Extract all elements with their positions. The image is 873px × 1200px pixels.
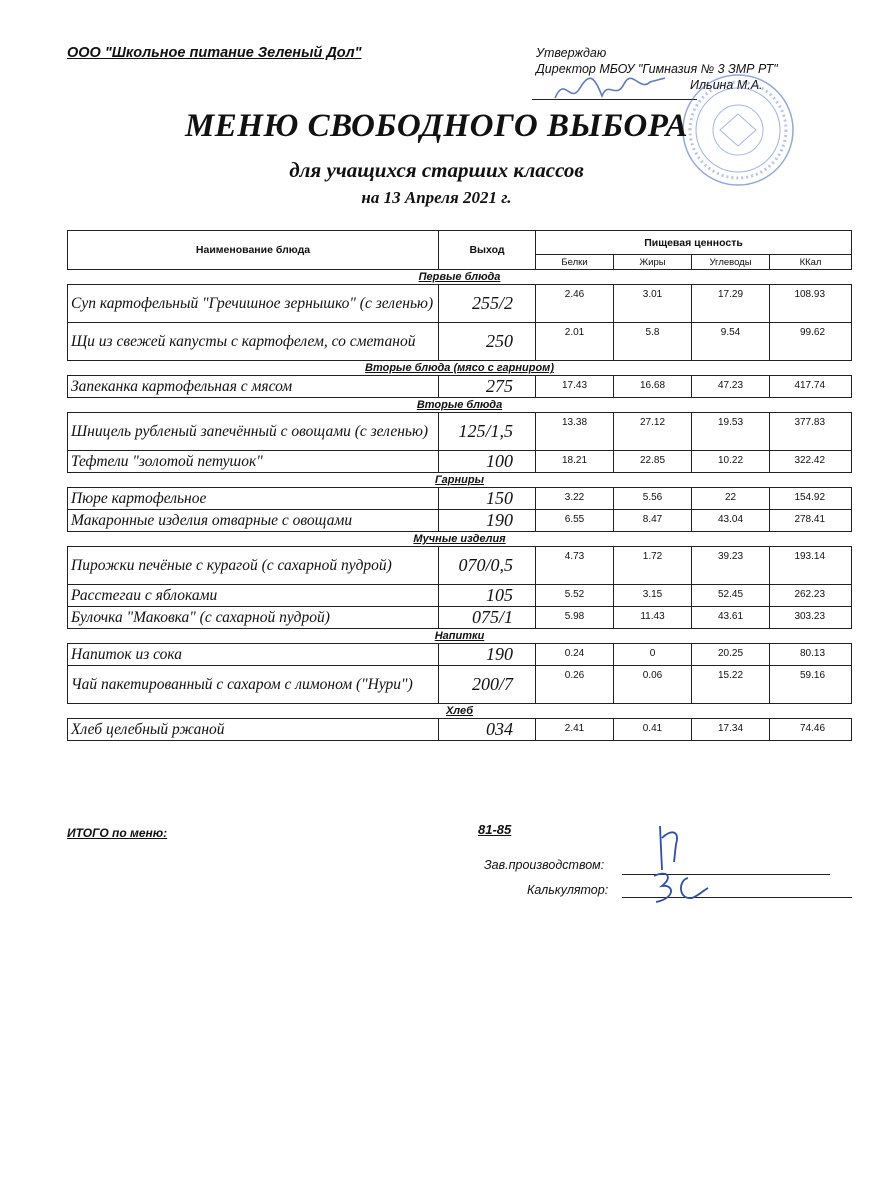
table-row — [68, 323, 852, 361]
approval-director-name: Ильина М.А. — [690, 78, 763, 92]
table-row — [68, 413, 852, 451]
dish-protein: 4.73 — [536, 547, 614, 585]
dish-fat: 0.06 — [614, 666, 692, 704]
dish-kcal: 154.92 — [770, 488, 852, 510]
dish-carbs: 52.45 — [692, 585, 770, 607]
dish-kcal: 278.41 — [770, 510, 852, 532]
dish-protein: 18.21 — [536, 451, 614, 473]
calculator-label: Калькулятор: — [527, 883, 609, 897]
dish-output: 075/1 — [439, 607, 536, 629]
dish-kcal: 322.42 — [770, 451, 852, 473]
total-value: 81-85 — [478, 822, 512, 837]
dish-output: 105 — [439, 585, 536, 607]
header-dish-name: Наименование блюда — [68, 231, 439, 270]
dish-fat: 16.68 — [614, 376, 692, 398]
dish-name: Чай пакетированный с сахаром с лимоном ("Нури") — [68, 666, 439, 704]
table-row — [68, 644, 852, 666]
dish-output: 100 — [439, 451, 536, 473]
menu-table — [67, 230, 852, 741]
dish-protein: 3.22 — [536, 488, 614, 510]
dish-carbs: 43.04 — [692, 510, 770, 532]
table-row — [68, 285, 852, 323]
dish-fat: 5.8 — [614, 323, 692, 361]
section-title: Вторые блюда (мясо с гарниром) — [68, 361, 852, 376]
dish-output: 200/7 — [439, 666, 536, 704]
dish-kcal: 99.62 — [770, 323, 852, 361]
dish-kcal: 417.74 — [770, 376, 852, 398]
dish-carbs: 39.23 — [692, 547, 770, 585]
table-row — [68, 488, 852, 510]
dish-fat: 0 — [614, 644, 692, 666]
dish-name: Запеканка картофельная с мясом — [68, 376, 439, 398]
dish-output: 125/1,5 — [439, 413, 536, 451]
dish-protein: 13.38 — [536, 413, 614, 451]
dish-carbs: 47.23 — [692, 376, 770, 398]
dish-kcal: 108.93 — [770, 285, 852, 323]
page-subtitle: для учащихся старших классов — [289, 158, 584, 182]
dish-carbs: 15.22 — [692, 666, 770, 704]
dish-kcal: 262.23 — [770, 585, 852, 607]
dish-kcal: 303.23 — [770, 607, 852, 629]
table-row — [68, 510, 852, 532]
director-signature — [550, 70, 670, 110]
header-nutrition: Пищевая ценность — [536, 231, 852, 255]
dish-output: 190 — [439, 644, 536, 666]
table-row — [68, 666, 852, 704]
dish-output: 190 — [439, 510, 536, 532]
dish-kcal: 74.46 — [770, 719, 852, 741]
dish-name: Макаронные изделия отварные с овощами — [68, 510, 439, 532]
dish-fat: 5.56 — [614, 488, 692, 510]
table-row — [68, 719, 852, 741]
table-row — [68, 451, 852, 473]
calculator-signature — [648, 868, 718, 908]
approval-position: Директор МБОУ "Гимназия № 3 ЗМР РТ" — [536, 62, 778, 76]
dish-fat: 8.47 — [614, 510, 692, 532]
production-label: Зав.производством: — [484, 858, 605, 872]
dish-kcal: 80.13 — [770, 644, 852, 666]
dish-fat: 22.85 — [614, 451, 692, 473]
menu-date: на 13 Апреля 2021 г. — [361, 188, 512, 207]
table-row — [68, 607, 852, 629]
dish-carbs: 9.54 — [692, 323, 770, 361]
dish-name: Суп картофельный "Гречишное зернышко" (с зеленью) — [68, 285, 439, 323]
dish-carbs: 17.34 — [692, 719, 770, 741]
section-title: Первые блюда — [68, 270, 852, 285]
table-row — [68, 585, 852, 607]
dish-protein: 5.52 — [536, 585, 614, 607]
dish-name: Тефтели "золотой петушок" — [68, 451, 439, 473]
dish-kcal: 59.16 — [770, 666, 852, 704]
dish-fat: 11.43 — [614, 607, 692, 629]
dish-carbs: 20.25 — [692, 644, 770, 666]
section-title: Вторые блюда — [68, 398, 852, 413]
dish-fat: 1.72 — [614, 547, 692, 585]
header-carbs: Углеводы — [692, 255, 770, 270]
dish-protein: 2.41 — [536, 719, 614, 741]
dish-carbs: 17.29 — [692, 285, 770, 323]
dish-protein: 6.55 — [536, 510, 614, 532]
approval-heading: Утверждаю — [536, 46, 607, 60]
header-protein: Белки — [536, 255, 614, 270]
dish-fat: 0.41 — [614, 719, 692, 741]
total-label: ИТОГО по меню: — [67, 826, 168, 840]
dish-kcal: 193.14 — [770, 547, 852, 585]
dish-protein: 0.26 — [536, 666, 614, 704]
dish-carbs: 19.53 — [692, 413, 770, 451]
dish-output: 150 — [439, 488, 536, 510]
section-title: Гарниры — [68, 473, 852, 488]
dish-name: Щи из свежей капусты с картофелем, со сметаной — [68, 323, 439, 361]
dish-protein: 5.98 — [536, 607, 614, 629]
dish-name: Пюре картофельное — [68, 488, 439, 510]
dish-protein: 2.46 — [536, 285, 614, 323]
dish-name: Пирожки печёные с курагой (с сахарной пудрой) — [68, 547, 439, 585]
dish-kcal: 377.83 — [770, 413, 852, 451]
dish-fat: 3.01 — [614, 285, 692, 323]
dish-protein: 17.43 — [536, 376, 614, 398]
dish-output: 255/2 — [439, 285, 536, 323]
dish-fat: 3.15 — [614, 585, 692, 607]
dish-output: 250 — [439, 323, 536, 361]
dish-name: Хлеб целебный ржаной — [68, 719, 439, 741]
dish-name: Напиток из сока — [68, 644, 439, 666]
dish-output: 034 — [439, 719, 536, 741]
table-row — [68, 547, 852, 585]
dish-protein: 2.01 — [536, 323, 614, 361]
header-output: Выход — [439, 231, 536, 270]
dish-carbs: 43.61 — [692, 607, 770, 629]
table-row — [68, 376, 852, 398]
dish-name: Шницель рубленый запечённый с овощами (с зеленью) — [68, 413, 439, 451]
section-title: Мучные изделия — [68, 532, 852, 547]
dish-name: Булочка "Маковка" (с сахарной пудрой) — [68, 607, 439, 629]
dish-output: 070/0,5 — [439, 547, 536, 585]
dish-carbs: 22 — [692, 488, 770, 510]
organization-name: ООО "Школьное питание Зеленый Дол" — [67, 45, 362, 61]
dish-name: Расстегаи с яблоками — [68, 585, 439, 607]
dish-output: 275 — [439, 376, 536, 398]
section-title: Напитки — [68, 629, 852, 644]
dish-protein: 0.24 — [536, 644, 614, 666]
dish-fat: 27.12 — [614, 413, 692, 451]
section-title: Хлеб — [68, 704, 852, 719]
header-kcal: ККал — [770, 255, 852, 270]
header-fat: Жиры — [614, 255, 692, 270]
page-title: МЕНЮ СВОБОДНОГО ВЫБОРА — [184, 108, 689, 144]
dish-carbs: 10.22 — [692, 451, 770, 473]
